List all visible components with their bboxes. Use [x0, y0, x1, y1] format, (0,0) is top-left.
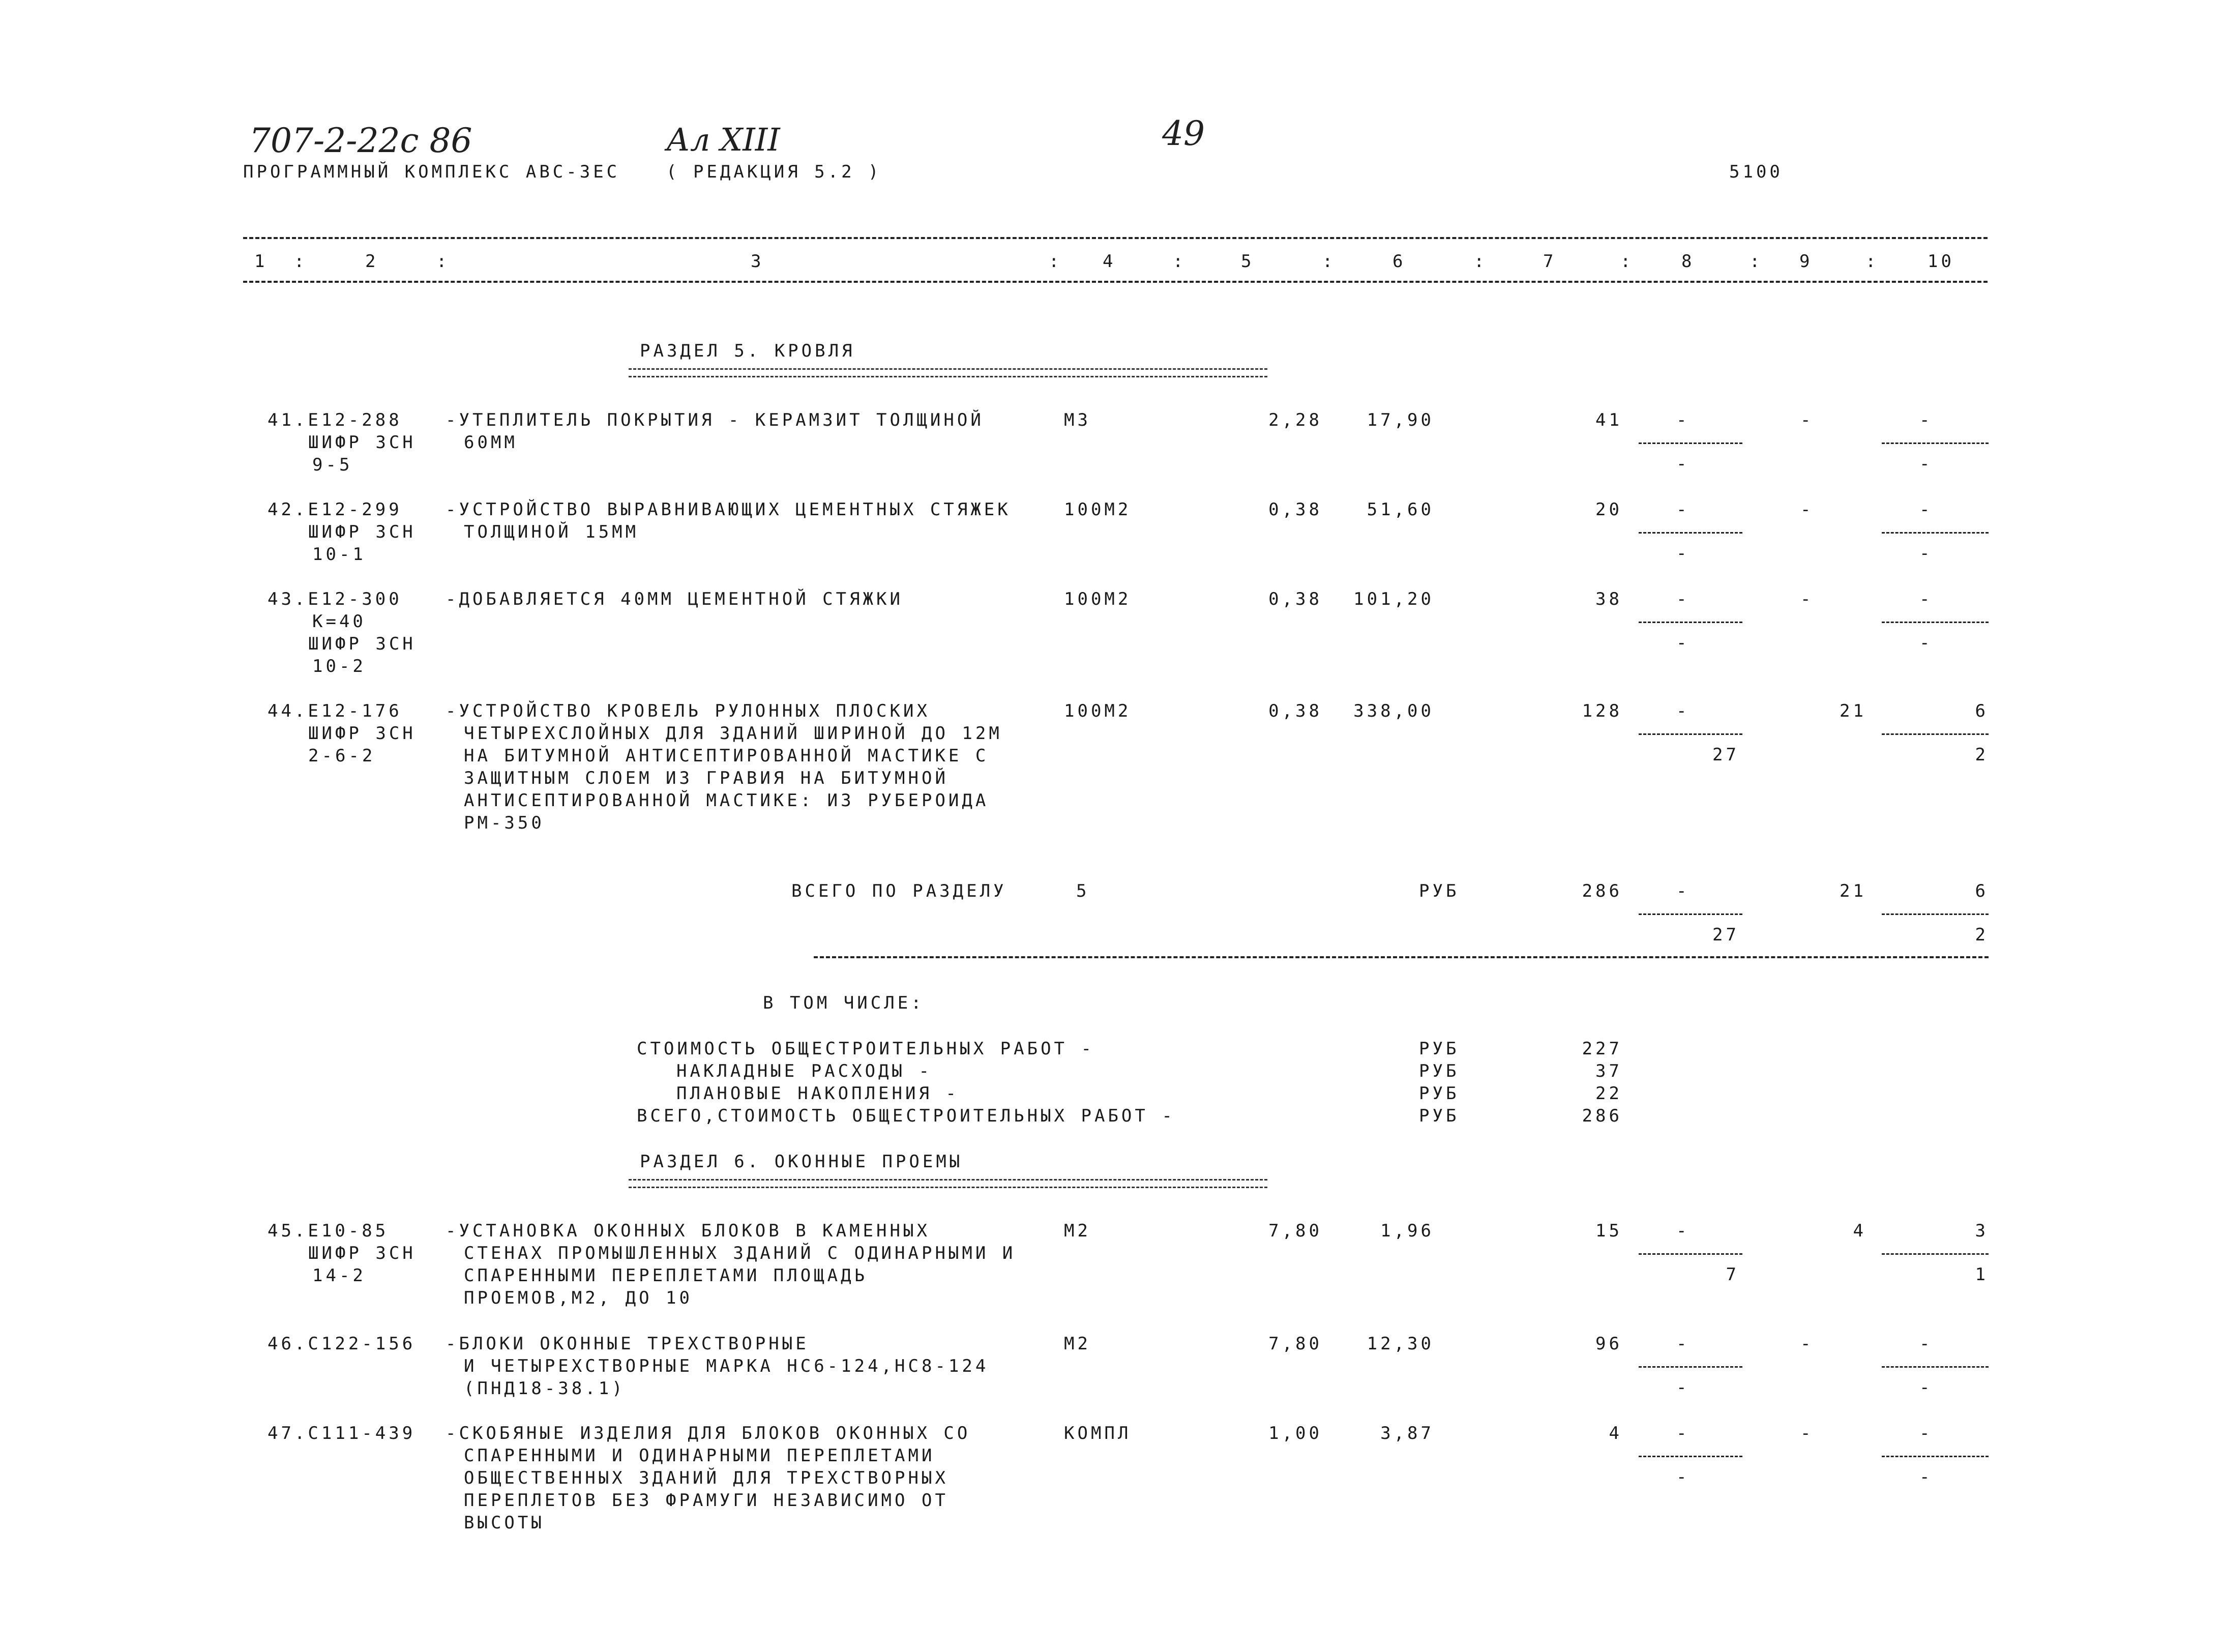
row-code: 41.Е12-288: [268, 410, 402, 430]
row-code: ШИФР ЗСН: [308, 1243, 416, 1263]
row-code: 10-2: [312, 656, 366, 676]
header-rule-top: [243, 237, 1988, 239]
sheet-code: 5100: [1729, 162, 1783, 182]
row-quantity: 7,80: [1268, 1334, 1322, 1354]
col8-split-line: [1639, 532, 1742, 534]
column-separator: :: [1750, 251, 1763, 272]
breakdown-value: 37: [1595, 1061, 1622, 1081]
row-col8-top: -: [1676, 701, 1690, 721]
col8-split-line: [1639, 622, 1742, 623]
row-col9: -: [1800, 410, 1814, 430]
row-code: К=40: [312, 611, 366, 632]
row-col8-bottom: -: [1676, 1377, 1690, 1398]
section-5-double-rule: [629, 368, 1267, 377]
column-header-8: 8: [1681, 251, 1695, 272]
row-unit: 100М2: [1064, 701, 1132, 721]
row-description: РМ-350: [464, 813, 545, 833]
handwritten-album-number: Ал XIII: [666, 121, 780, 158]
row-description: -СКОБЯНЫЕ ИЗДЕЛИЯ ДЛЯ БЛОКОВ ОКОННЫХ СО: [446, 1423, 971, 1443]
row-description: И ЧЕТЫРЕХСТВОРНЫЕ МАРКА НС6-124,НС8-124: [464, 1356, 989, 1376]
section-5-total-rule: [814, 956, 1989, 958]
col10-split-line: [1882, 442, 1989, 444]
row-unit: М2: [1064, 1334, 1091, 1354]
row-col9: -: [1800, 1423, 1814, 1443]
row-col8-bottom: -: [1676, 543, 1690, 564]
row-col10-top: -: [1919, 410, 1933, 430]
row-description: -УСТРОЙСТВО ВЫРАВНИВАЮЩИХ ЦЕМЕНТНЫХ СТЯЖЕК: [446, 499, 1011, 520]
row-col10-top: -: [1919, 1334, 1933, 1354]
column-separator: :: [1474, 251, 1488, 272]
row-description: СПАРЕННЫМИ И ОДИНАРНЫМИ ПЕРЕПЛЕТАМИ: [464, 1446, 935, 1466]
breakdown-label: ПЛАНОВЫЕ НАКОПЛЕНИЯ -: [676, 1083, 959, 1104]
row-unit-price: 51,60: [1367, 499, 1434, 520]
breakdown-value: 227: [1582, 1039, 1622, 1059]
row-total: 15: [1595, 1221, 1622, 1241]
breakdown-value: 22: [1595, 1083, 1622, 1104]
row-description: СПАРЕННЫМИ ПЕРЕПЛЕТАМИ ПЛОЩАДЬ: [464, 1265, 868, 1286]
breakdown-unit: РУБ: [1419, 1039, 1460, 1059]
row-col9: 21: [1840, 701, 1866, 721]
section-5-title: РАЗДЕЛ 5. КРОВЛЯ: [640, 341, 855, 361]
row-unit-price: 1,96: [1380, 1221, 1434, 1241]
breakdown-label: ВСЕГО,СТОИМОСТЬ ОБЩЕСТРОИТЕЛЬНЫХ РАБОТ -: [637, 1106, 1175, 1126]
row-unit-price: 101,20: [1353, 589, 1434, 609]
breakdown-label: НАКЛАДНЫЕ РАСХОДЫ -: [676, 1061, 932, 1081]
row-description: АНТИСЕПТИРОВАННОЙ МАСТИКЕ: ИЗ РУБЕРОИДА: [464, 790, 989, 811]
row-description: НА БИТУМНОЙ АНТИСЕПТИРОВАННОЙ МАСТИКЕ С: [464, 746, 989, 766]
program-name: ПРОГРАММНЫЙ КОМПЛЕКС АВС-3ЕС: [243, 162, 620, 182]
col8-split-line: [1639, 913, 1742, 915]
column-header-1: 1: [254, 251, 268, 272]
row-unit-price: 3,87: [1380, 1423, 1434, 1443]
breakdown-unit: РУБ: [1419, 1106, 1460, 1126]
row-unit: М2: [1064, 1221, 1091, 1241]
column-separator: :: [1322, 251, 1336, 272]
row-unit: М3: [1064, 410, 1091, 430]
row-quantity: 0,38: [1268, 499, 1322, 520]
column-header-9: 9: [1799, 251, 1813, 272]
row-unit-price: 12,30: [1367, 1334, 1434, 1354]
row-quantity: 2,28: [1268, 410, 1322, 430]
row-description: ТОЛЩИНОЙ 15ММ: [464, 522, 639, 542]
col8-split-line: [1639, 1253, 1742, 1255]
row-col8-bottom: 27: [1712, 745, 1739, 765]
row-col10-bottom: -: [1919, 454, 1933, 474]
col10-split-line: [1882, 622, 1989, 623]
column-separator: :: [436, 251, 450, 272]
section-total-label: ВСЕГО ПО РАЗДЕЛУ: [791, 881, 1007, 901]
col10-split-line: [1882, 1456, 1989, 1457]
col10-split-line: [1882, 1366, 1989, 1368]
row-col10-bottom: -: [1919, 1377, 1933, 1398]
row-code: 43.Е12-300: [268, 589, 402, 609]
row-col10-bottom: -: [1919, 633, 1933, 653]
row-description: (ПНД18-38.1): [464, 1378, 626, 1399]
column-header-10: 10: [1928, 251, 1954, 272]
row-total: 41: [1595, 410, 1622, 430]
section-total-col10-top: 6: [1975, 881, 1989, 901]
row-code: 47.С111-439: [268, 1423, 416, 1443]
row-description: ВЫСОТЫ: [464, 1513, 545, 1533]
column-header-3: 3: [751, 251, 764, 272]
column-header-5: 5: [1241, 251, 1255, 272]
breakdown-value: 286: [1582, 1106, 1622, 1126]
column-separator: :: [1620, 251, 1634, 272]
section-total-col8-bottom: 27: [1712, 925, 1739, 945]
row-description: -УТЕПЛИТЕЛЬ ПОКРЫТИЯ - КЕРАМЗИТ ТОЛЩИНОЙ: [446, 410, 984, 430]
column-separator: :: [1049, 251, 1062, 272]
including-label: В ТОМ ЧИСЛЕ:: [763, 993, 925, 1013]
row-col9: 4: [1853, 1221, 1866, 1241]
row-col10-top: 6: [1975, 701, 1989, 721]
row-total: 20: [1595, 499, 1622, 520]
column-header-6: 6: [1392, 251, 1406, 272]
row-col10-top: -: [1919, 1423, 1933, 1443]
row-code: ШИФР ЗСН: [308, 723, 416, 744]
section-total-col9: 21: [1840, 881, 1866, 901]
section-total-col10-bottom: 2: [1975, 925, 1989, 945]
row-code: ШИФР ЗСН: [308, 634, 416, 654]
row-code: 46.С122-156: [268, 1334, 416, 1354]
row-unit: 100М2: [1064, 499, 1132, 520]
col8-split-line: [1639, 1366, 1742, 1368]
row-quantity: 0,38: [1268, 701, 1322, 721]
column-separator: :: [1173, 251, 1187, 272]
col10-split-line: [1882, 733, 1989, 735]
row-unit: 100М2: [1064, 589, 1132, 609]
row-col8-bottom: 7: [1726, 1264, 1739, 1285]
row-col8-top: -: [1676, 1334, 1690, 1354]
row-description: ЧЕТЫРЕХСЛОЙНЫХ ДЛЯ ЗДАНИЙ ШИРИНОЙ ДО 12М: [464, 723, 1002, 744]
section-total-col8-top: -: [1676, 881, 1690, 901]
row-quantity: 1,00: [1268, 1423, 1322, 1443]
row-col10-top: 3: [1975, 1221, 1989, 1241]
row-col8-bottom: -: [1676, 454, 1690, 474]
row-col10-top: -: [1919, 499, 1933, 520]
col10-split-line: [1882, 913, 1989, 915]
row-description: -БЛОКИ ОКОННЫЕ ТРЕХСТВОРНЫЕ: [446, 1334, 809, 1354]
row-code: 14-2: [312, 1265, 366, 1286]
row-unit-price: 17,90: [1367, 410, 1434, 430]
row-description: ПРОЕМОВ,М2, ДО 10: [464, 1288, 693, 1308]
col8-split-line: [1639, 1456, 1742, 1457]
section-total-number: 5: [1076, 881, 1090, 901]
row-col9: -: [1800, 589, 1814, 609]
row-code: 45.Е10-85: [268, 1221, 389, 1241]
section-6-double-rule: [629, 1179, 1267, 1188]
row-quantity: 0,38: [1268, 589, 1322, 609]
row-description: ОБЩЕСТВЕННЫХ ЗДАНИЙ ДЛЯ ТРЕХСТВОРНЫХ: [464, 1468, 949, 1488]
row-col9: -: [1800, 1334, 1814, 1354]
row-description: СТЕНАХ ПРОМЫШЛЕННЫХ ЗДАНИЙ С ОДИНАРНЫМИ И: [464, 1243, 1016, 1263]
row-col10-bottom: -: [1919, 543, 1933, 564]
row-col8-top: -: [1676, 589, 1690, 609]
row-quantity: 7,80: [1268, 1221, 1322, 1241]
col8-split-line: [1639, 733, 1742, 735]
row-col8-top: -: [1676, 1423, 1690, 1443]
row-total: 96: [1595, 1334, 1622, 1354]
col8-split-line: [1639, 442, 1742, 444]
program-edition: ( РЕДАКЦИЯ 5.2 ): [666, 162, 882, 182]
row-col8-top: -: [1676, 1221, 1690, 1241]
row-total: 4: [1609, 1423, 1622, 1443]
row-description: -УСТРОЙСТВО КРОВЕЛЬ РУЛОННЫХ ПЛОСКИХ: [446, 701, 930, 721]
row-description: 60ММ: [464, 432, 518, 453]
column-separator: :: [1865, 251, 1879, 272]
row-code: ШИФР ЗСН: [308, 432, 416, 453]
row-code: ШИФР ЗСН: [308, 522, 416, 542]
section-6-title: РАЗДЕЛ 6. ОКОННЫЕ ПРОЕМЫ: [640, 1152, 963, 1172]
row-unit: КОМПЛ: [1064, 1423, 1132, 1443]
row-col10-bottom: 1: [1975, 1264, 1989, 1285]
row-col10-bottom: -: [1919, 1467, 1933, 1487]
row-col9: -: [1800, 499, 1814, 520]
row-col8-top: -: [1676, 499, 1690, 520]
page-number: 49: [1162, 114, 1205, 153]
section-total-amount: 286: [1582, 881, 1622, 901]
column-separator: :: [294, 251, 308, 272]
row-col10-bottom: 2: [1975, 745, 1989, 765]
breakdown-unit: РУБ: [1419, 1061, 1460, 1081]
breakdown-label: СТОИМОСТЬ ОБЩЕСТРОИТЕЛЬНЫХ РАБОТ -: [637, 1039, 1094, 1059]
row-code: 42.Е12-299: [268, 499, 402, 520]
column-header-2: 2: [365, 251, 379, 272]
row-code: 44.Е12-176: [268, 701, 402, 721]
row-total: 128: [1582, 701, 1622, 721]
col10-split-line: [1882, 532, 1989, 534]
section-total-unit: РУБ: [1419, 881, 1460, 901]
column-header-4: 4: [1103, 251, 1116, 272]
row-unit-price: 338,00: [1353, 701, 1434, 721]
handwritten-project-code: 707-2-22с 86: [249, 121, 472, 160]
column-header-7: 7: [1543, 251, 1557, 272]
row-description: -ДОБАВЛЯЕТСЯ 40ММ ЦЕМЕНТНОЙ СТЯЖКИ: [446, 589, 903, 609]
row-col10-top: -: [1919, 589, 1933, 609]
row-description: ЗАЩИТНЫМ СЛОЕМ ИЗ ГРАВИЯ НА БИТУМНОЙ: [464, 768, 949, 788]
row-code: 9-5: [312, 455, 353, 475]
row-total: 38: [1595, 589, 1622, 609]
row-col8-top: -: [1676, 410, 1690, 430]
row-code: 2-6-2: [308, 746, 376, 766]
row-code: 10-1: [312, 544, 366, 565]
row-description: -УСТАНОВКА ОКОННЫХ БЛОКОВ В КАМЕННЫХ: [446, 1221, 930, 1241]
row-col8-bottom: -: [1676, 633, 1690, 653]
row-col8-bottom: -: [1676, 1467, 1690, 1487]
header-rule-bottom: [243, 281, 1988, 283]
row-description: ПЕРЕПЛЕТОВ БЕЗ ФРАМУГИ НЕЗАВИСИМО ОТ: [464, 1490, 949, 1511]
breakdown-unit: РУБ: [1419, 1083, 1460, 1104]
col10-split-line: [1882, 1253, 1989, 1255]
